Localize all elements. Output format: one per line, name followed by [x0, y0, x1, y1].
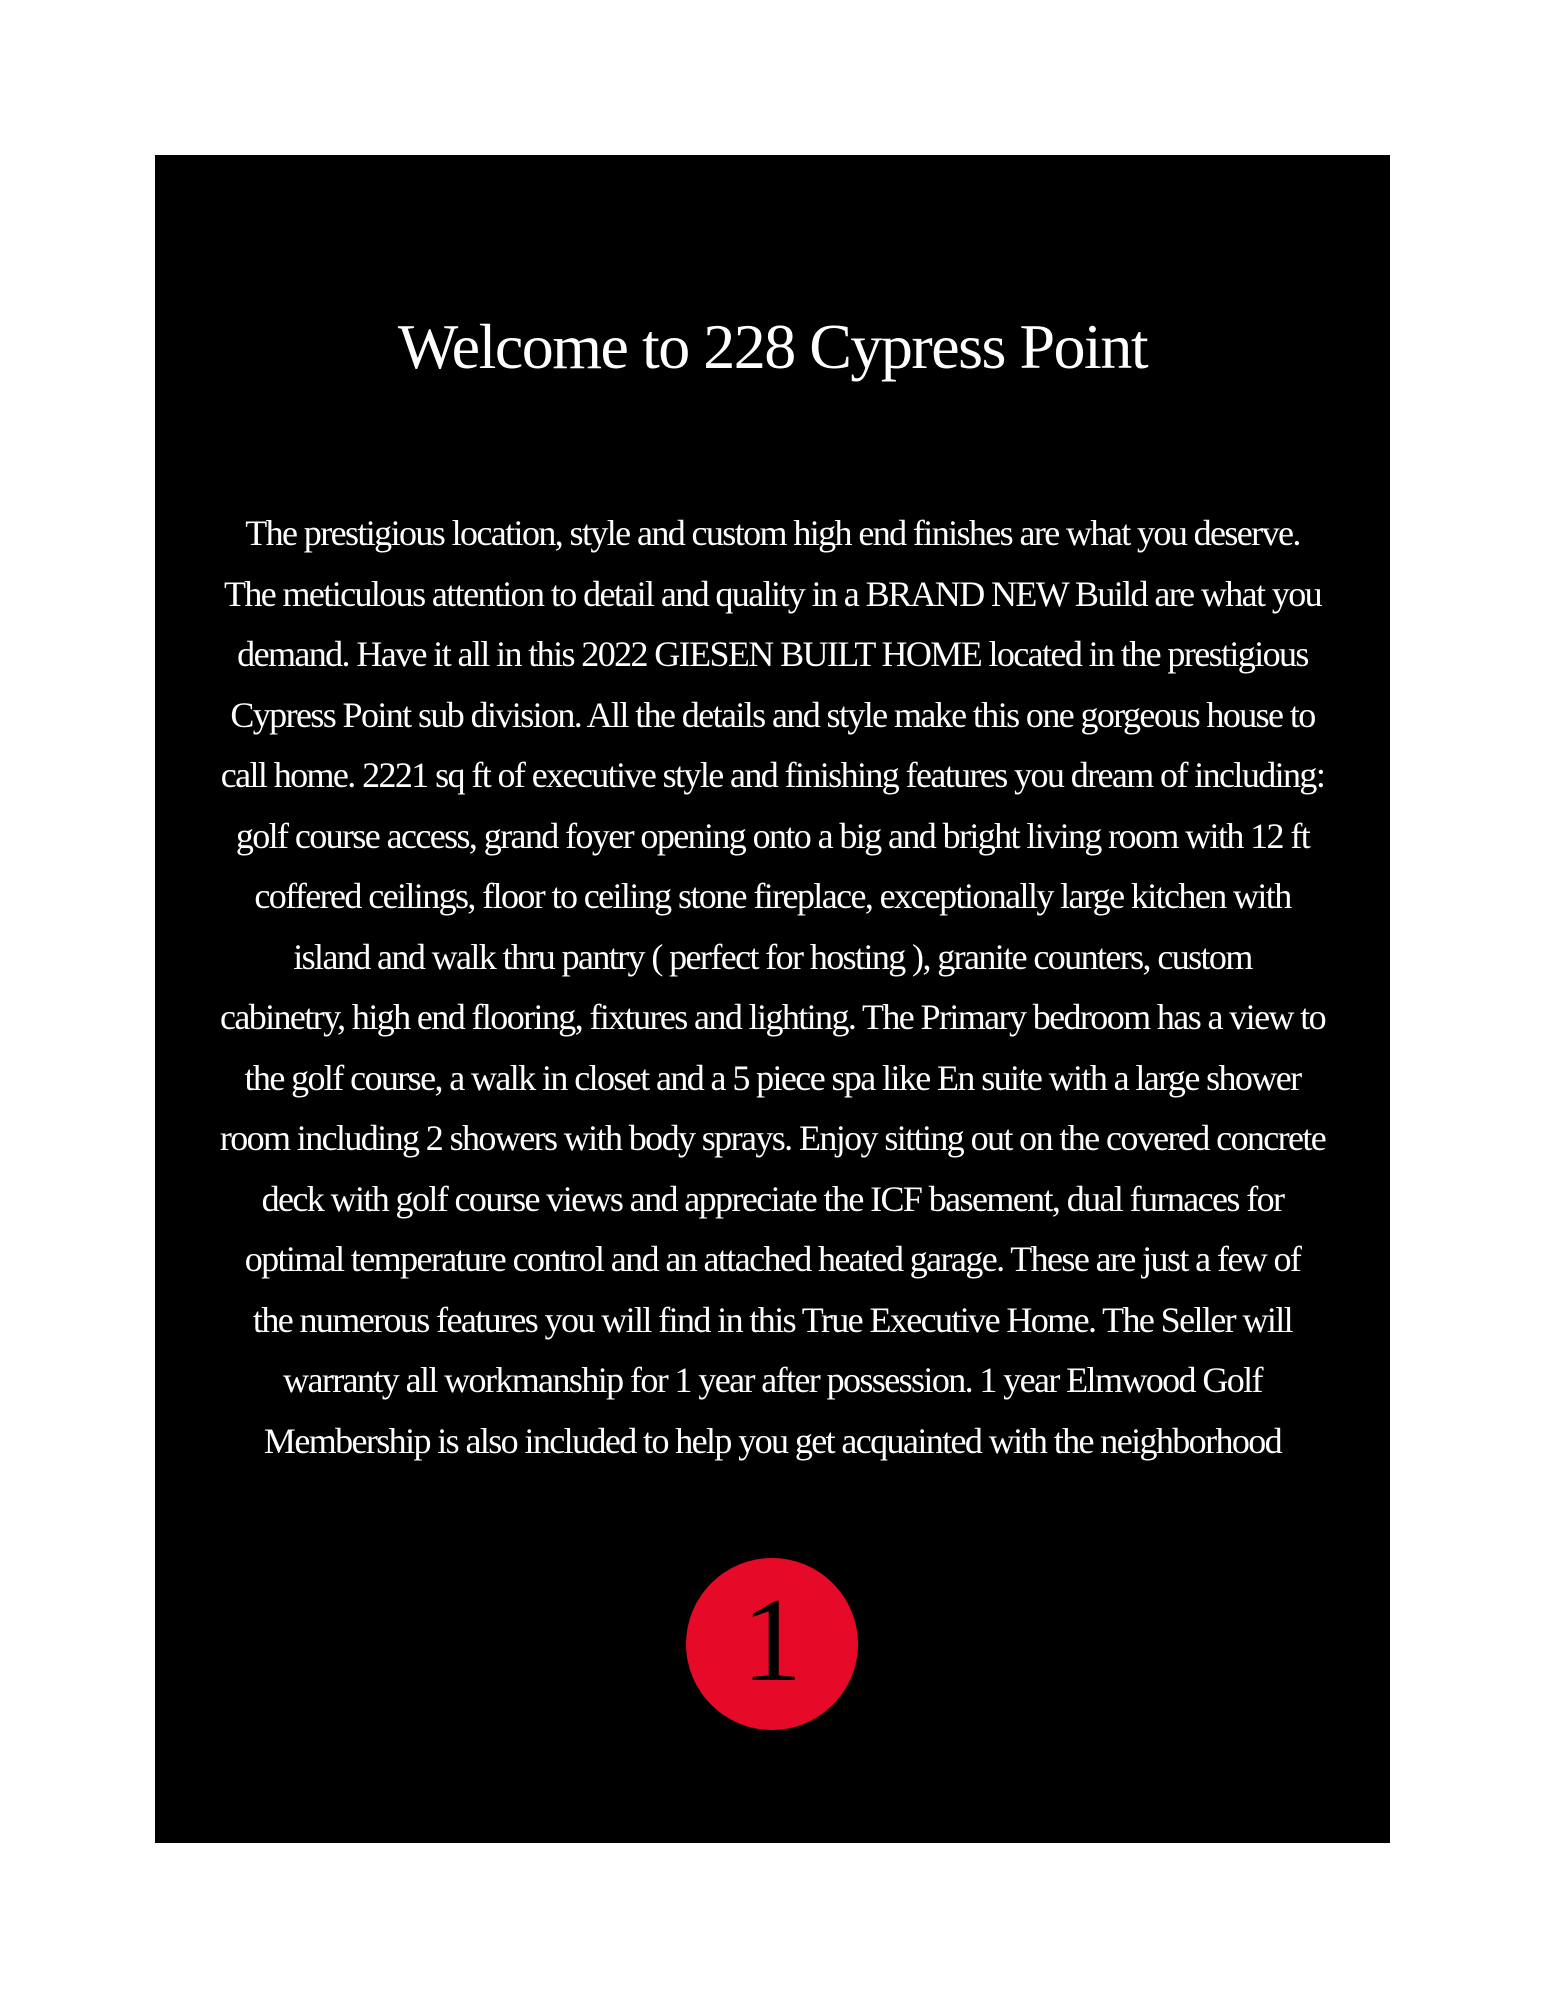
description-line: the golf course, a walk in closet and a 5 piece spa like En suite with a large shower	[244, 1057, 1301, 1098]
description-line: call home. 2221 sq ft of executive style and finishing features you dream of including:	[220, 755, 1325, 795]
listing-panel	[155, 155, 1390, 1843]
description-line: the numerous features you will find in this True Executive Home. The Seller will	[252, 1299, 1293, 1340]
listing-title: Welcome to 228 Cypress Point	[397, 311, 1148, 382]
listing-description	[165, 503, 1380, 1471]
description-line: The meticulous attention to detail and quality in a BRAND NEW Build are what you	[223, 573, 1322, 614]
description-line: coffered ceilings, floor to ceiling stone fireplace, exceptionally large kitchen with	[254, 876, 1291, 916]
description-line: Membership is also included to help you get acquainted with the neighborhood	[263, 1420, 1282, 1461]
description-line: island and walk thru pantry ( perfect for hosting ), granite counters, custom	[293, 936, 1252, 977]
page-number-badge	[686, 1558, 858, 1730]
description-line: golf course access, grand foyer opening onto a big and bright living room with 12 ft	[235, 815, 1310, 856]
description-line: optimal temperature control and an attached heated garage. These are just a few of	[244, 1239, 1301, 1279]
description-line: warranty all workmanship for 1 year after possession. 1 year Elmwood Golf	[283, 1360, 1262, 1400]
description-line: The prestigious location, style and custom high end finishes are what you deserve.	[245, 513, 1300, 553]
page-number: 1	[742, 1573, 802, 1706]
description-line: deck with golf course views and appreciate the ICF basement, dual furnaces for	[261, 1178, 1284, 1219]
description-line: Cypress Point sub division. All the details and style make this one gorgeous house to	[230, 694, 1315, 735]
description-line: cabinetry, high end flooring, fixtures and lighting. The Primary bedroom has a view to	[219, 997, 1326, 1037]
description-line: demand. Have it all in this 2022 GIESEN BUILT HOME located in the prestigious	[237, 634, 1308, 674]
description-line: room including 2 showers with body sprays. Enjoy sitting out on the covered concrete	[219, 1118, 1326, 1158]
